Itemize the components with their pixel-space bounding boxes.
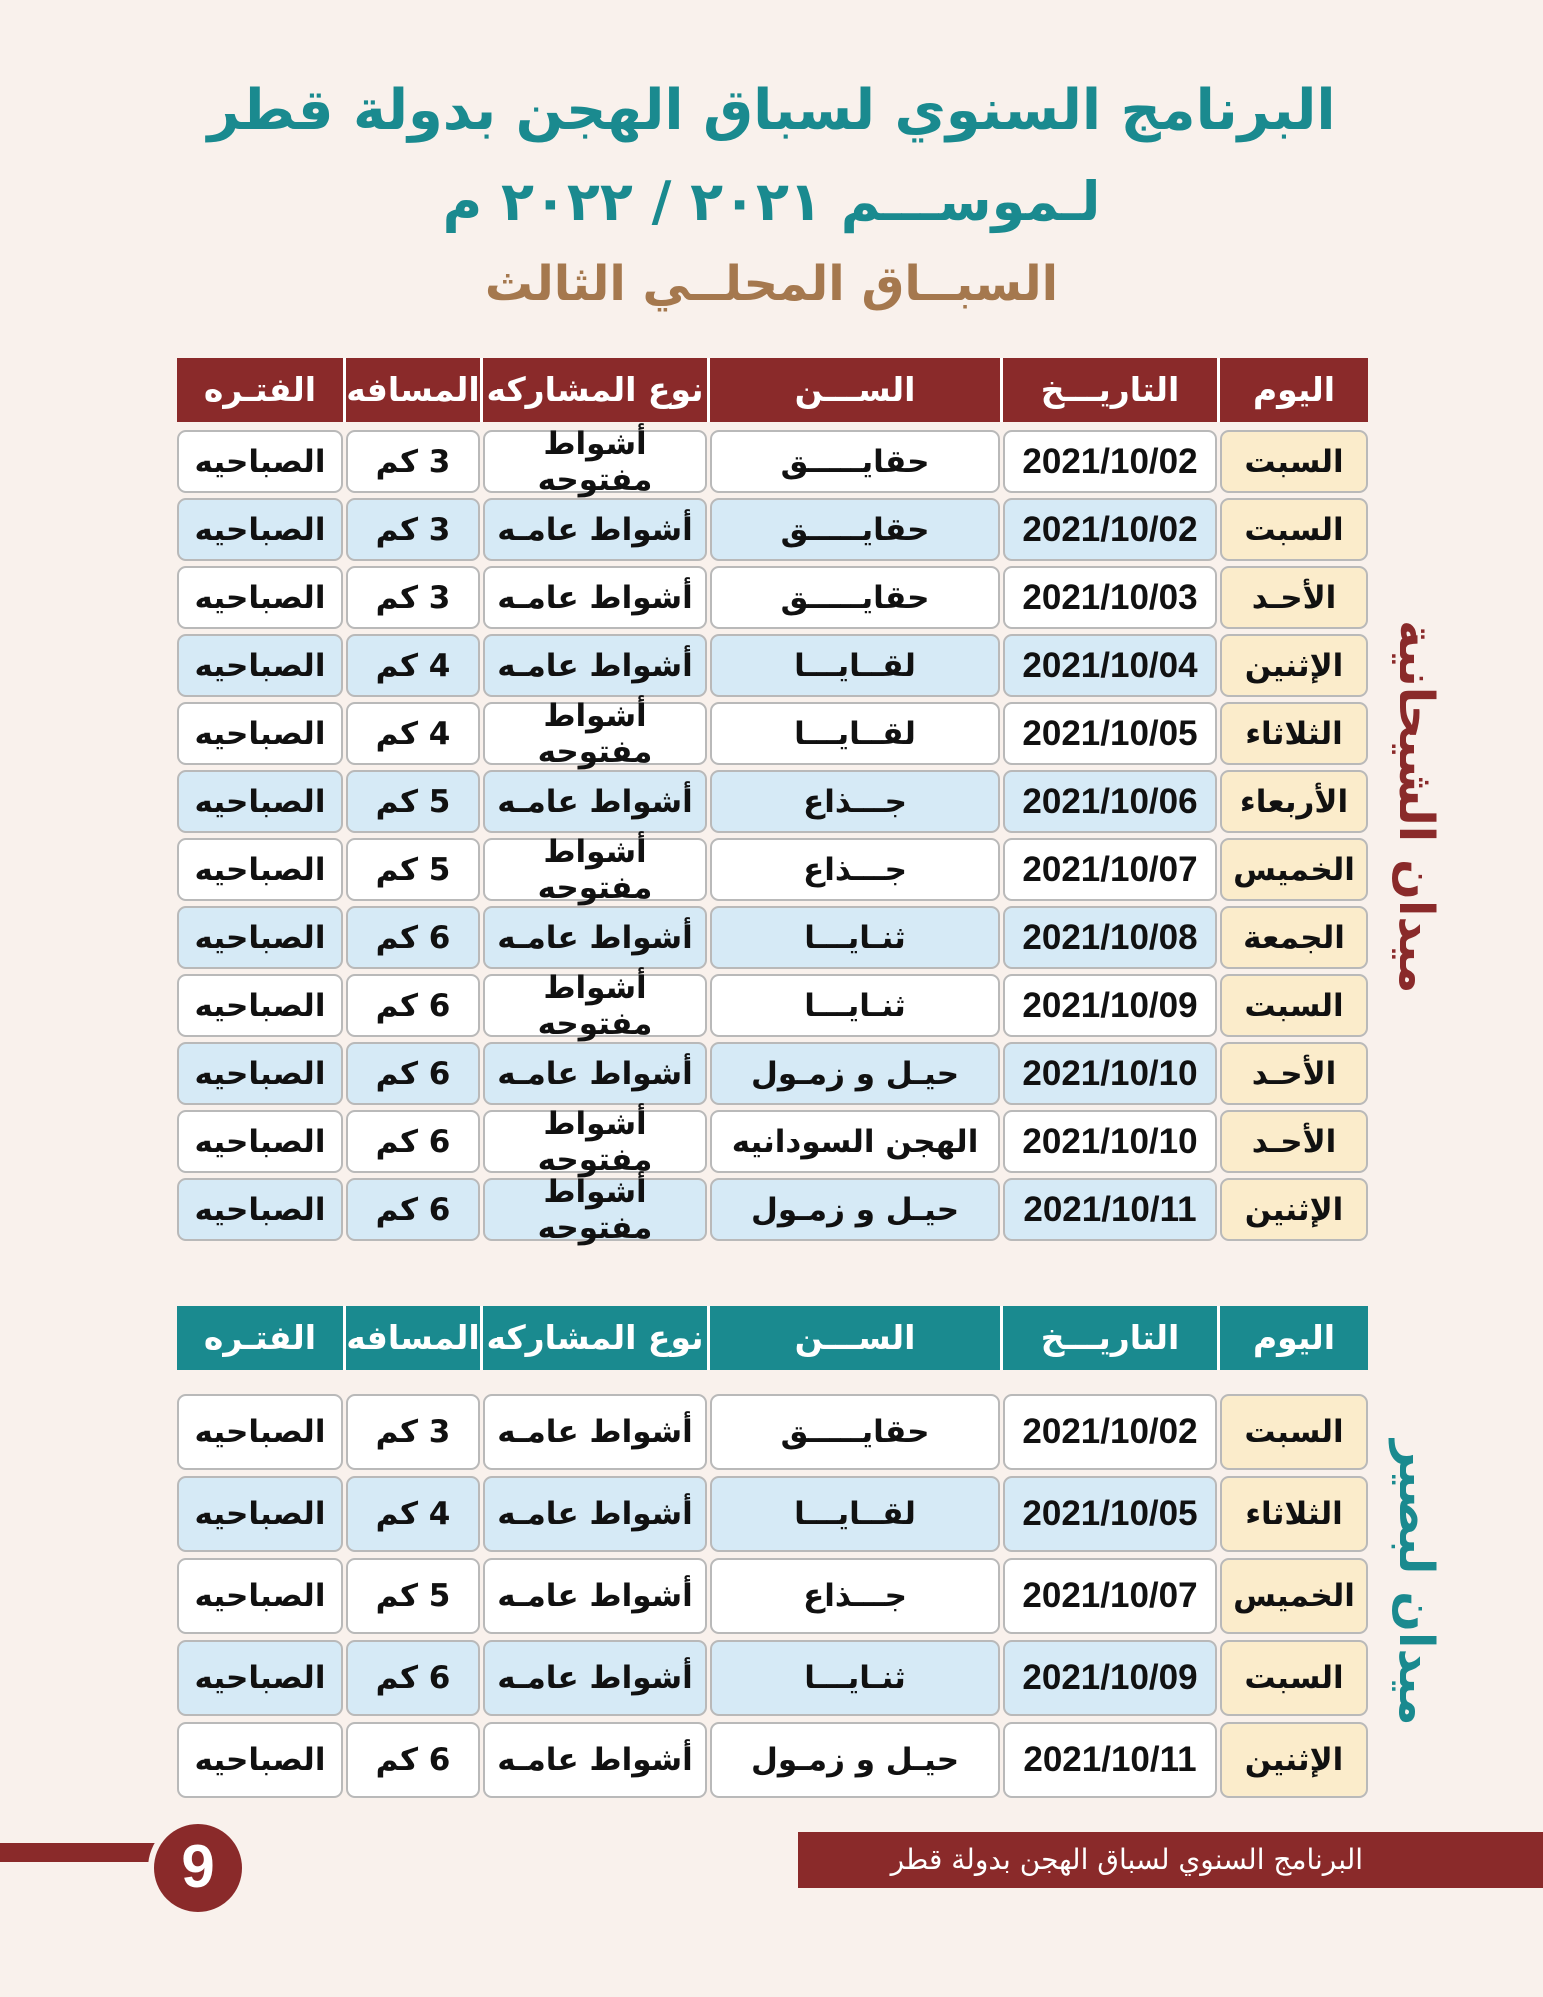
footer-text: البرنامج السنوي لسباق الهجن بدولة قطر [890,1843,1363,1876]
day-cell: الأحـد [1220,1042,1368,1105]
day-cell: الثلاثاء [1220,1476,1368,1552]
date-header: التاريـــخ [1000,358,1217,422]
distance-cell: 6 كم [346,1110,480,1173]
day-cell: الإثنين [1220,1178,1368,1241]
distance-cell: 6 كم [346,1640,480,1716]
participation-type-cell: أشواط عامـه [483,1640,707,1716]
period-cell: الصباحيه [177,1640,343,1716]
table-row [177,1394,1368,1470]
participation-type-cell: أشواط مفتوحه [483,430,707,493]
distance-cell: 5 كم [346,770,480,833]
age-cell: حقايـــــق [710,430,1000,493]
age-cell: لقــايـــا [710,702,1000,765]
venue-label-lebsair: ميدان لبصير [1388,1440,1444,1726]
age-cell: جـــذاع [710,770,1000,833]
age-cell: حيـل و زمـول [710,1722,1000,1798]
period-cell: الصباحيه [177,634,343,697]
table-row [177,1722,1368,1798]
period-cell: الصباحيه [177,498,343,561]
period-cell: الصباحيه [177,702,343,765]
date-cell: 2021/10/07 [1003,1558,1217,1634]
period-cell: الصباحيه [177,906,343,969]
day-cell: الإثنين [1220,1722,1368,1798]
date-cell: 2021/10/02 [1003,498,1217,561]
period-cell: الصباحيه [177,1558,343,1634]
day-cell: الجمعة [1220,906,1368,969]
age-cell: حقايـــــق [710,1394,1000,1470]
date-cell: 2021/10/02 [1003,430,1217,493]
table-row [177,498,1368,561]
date-cell: 2021/10/05 [1003,1476,1217,1552]
day-cell: السبت [1220,1394,1368,1470]
day-cell: الأحـد [1220,1110,1368,1173]
date-cell: 2021/10/08 [1003,906,1217,969]
distance-cell: 3 كم [346,1394,480,1470]
day-cell: السبت [1220,498,1368,561]
participation-type-cell: أشواط عامـه [483,1558,707,1634]
date-cell: 2021/10/06 [1003,770,1217,833]
distance-cell: 4 كم [346,1476,480,1552]
age-cell: ثنـايـــا [710,974,1000,1037]
participation-type-cell: أشواط عامـه [483,906,707,969]
day-cell: الخميس [1220,838,1368,901]
age-cell: حقايـــــق [710,566,1000,629]
period-cell: الصباحيه [177,430,343,493]
day-cell: الخميس [1220,1558,1368,1634]
table-row [177,1105,1368,1178]
date-cell: 2021/10/09 [1003,1640,1217,1716]
participation-type-cell: أشواط مفتوحه [483,838,707,901]
season-title: لـموســـم ٢٠٢١ / ٢٠٢٢ م [442,170,1101,233]
period-cell: الصباحيه [177,1476,343,1552]
age-cell: حقايـــــق [710,498,1000,561]
date-cell: 2021/10/04 [1003,634,1217,697]
table-row [177,566,1368,629]
distance-cell: 6 كم [346,974,480,1037]
distance-cell: 6 كم [346,1722,480,1798]
age-cell: جـــذاع [710,838,1000,901]
day-cell: الإثنين [1220,634,1368,697]
participation-type-cell: أشواط عامـه [483,1476,707,1552]
period-cell: الصباحيه [177,838,343,901]
age-cell: الهجن السودانيه [710,1110,1000,1173]
schedule-table-shahaniya [177,358,1368,1244]
day-cell: السبت [1220,430,1368,493]
distance-cell: 3 كم [346,498,480,561]
distance-cell: 3 كم [346,566,480,629]
age-cell: حيـل و زمـول [710,1178,1000,1241]
day-cell: الأربعاء [1220,770,1368,833]
distance-header: المسافه [343,358,480,422]
age-cell: ثنـايـــا [710,906,1000,969]
day-cell: السبت [1220,1640,1368,1716]
distance-cell: 5 كم [346,838,480,901]
table-row [177,1173,1368,1246]
day-header: اليوم [1217,358,1368,422]
table-row [177,1042,1368,1105]
date-header: التاريـــخ [1000,1306,1217,1370]
type-header: نوع المشاركه [480,358,707,422]
table-row [177,770,1368,833]
age-header: الســـن [707,358,1000,422]
table-row [177,1558,1368,1634]
venue-label-shahaniya: ميدان الشيحانية [1388,620,1444,994]
footer-bar-left [0,1843,170,1862]
table-row [177,697,1368,770]
date-cell: 2021/10/07 [1003,838,1217,901]
period-cell: الصباحيه [177,974,343,1037]
age-cell: ثنـايـــا [710,1640,1000,1716]
type-header: نوع المشاركه [480,1306,707,1370]
day-cell: الأحـد [1220,566,1368,629]
distance-cell: 4 كم [346,634,480,697]
date-cell: 2021/10/03 [1003,566,1217,629]
participation-type-cell: أشواط عامـه [483,1042,707,1105]
period-cell: الصباحيه [177,566,343,629]
date-cell: 2021/10/10 [1003,1110,1217,1173]
participation-type-cell: أشواط مفتوحه [483,974,707,1037]
date-cell: 2021/10/11 [1003,1178,1217,1241]
participation-type-cell: أشواط مفتوحه [483,1110,707,1173]
page-number: 9 [148,1818,248,1918]
participation-type-cell: أشواط عامـه [483,770,707,833]
period-cell: الصباحيه [177,1042,343,1105]
distance-header: المسافه [343,1306,480,1370]
date-cell: 2021/10/02 [1003,1394,1217,1470]
age-cell: جـــذاع [710,1558,1000,1634]
participation-type-cell: أشواط مفتوحه [483,1178,707,1241]
race-subtitle: السبــاق المحلــي الثالث [484,256,1059,312]
distance-cell: 4 كم [346,702,480,765]
day-cell: السبت [1220,974,1368,1037]
period-header: الفتـره [177,358,343,422]
participation-type-cell: أشواط عامـه [483,1722,707,1798]
distance-cell: 6 كم [346,1178,480,1241]
date-cell: 2021/10/11 [1003,1722,1217,1798]
age-cell: لقــايـــا [710,1476,1000,1552]
distance-cell: 6 كم [346,906,480,969]
table-row [177,425,1368,498]
participation-type-cell: أشواط مفتوحه [483,702,707,765]
participation-type-cell: أشواط عامـه [483,1394,707,1470]
table-row [177,906,1368,969]
table-header [177,1306,1368,1370]
age-cell: لقــايـــا [710,634,1000,697]
period-header: الفتـره [177,1306,343,1370]
table-row [177,1476,1368,1552]
participation-type-cell: أشواط عامـه [483,566,707,629]
period-cell: الصباحيه [177,770,343,833]
table-row [177,969,1368,1042]
period-cell: الصباحيه [177,1110,343,1173]
table-row [177,833,1368,906]
main-title: البرنامج السنوي لسباق الهجن بدولة قطر [207,78,1336,143]
participation-type-cell: أشواط عامـه [483,634,707,697]
period-cell: الصباحيه [177,1722,343,1798]
table-row [177,1640,1368,1716]
participation-type-cell: أشواط عامـه [483,498,707,561]
distance-cell: 3 كم [346,430,480,493]
schedule-table-lebsair [177,1306,1368,1796]
date-cell: 2021/10/05 [1003,702,1217,765]
table-header [177,358,1368,422]
day-header: اليوم [1217,1306,1368,1370]
date-cell: 2021/10/10 [1003,1042,1217,1105]
distance-cell: 6 كم [346,1042,480,1105]
age-header: الســـن [707,1306,1000,1370]
table-row [177,634,1368,697]
period-cell: الصباحيه [177,1178,343,1241]
date-cell: 2021/10/09 [1003,974,1217,1037]
period-cell: الصباحيه [177,1394,343,1470]
age-cell: حيـل و زمـول [710,1042,1000,1105]
day-cell: الثلاثاء [1220,702,1368,765]
distance-cell: 5 كم [346,1558,480,1634]
